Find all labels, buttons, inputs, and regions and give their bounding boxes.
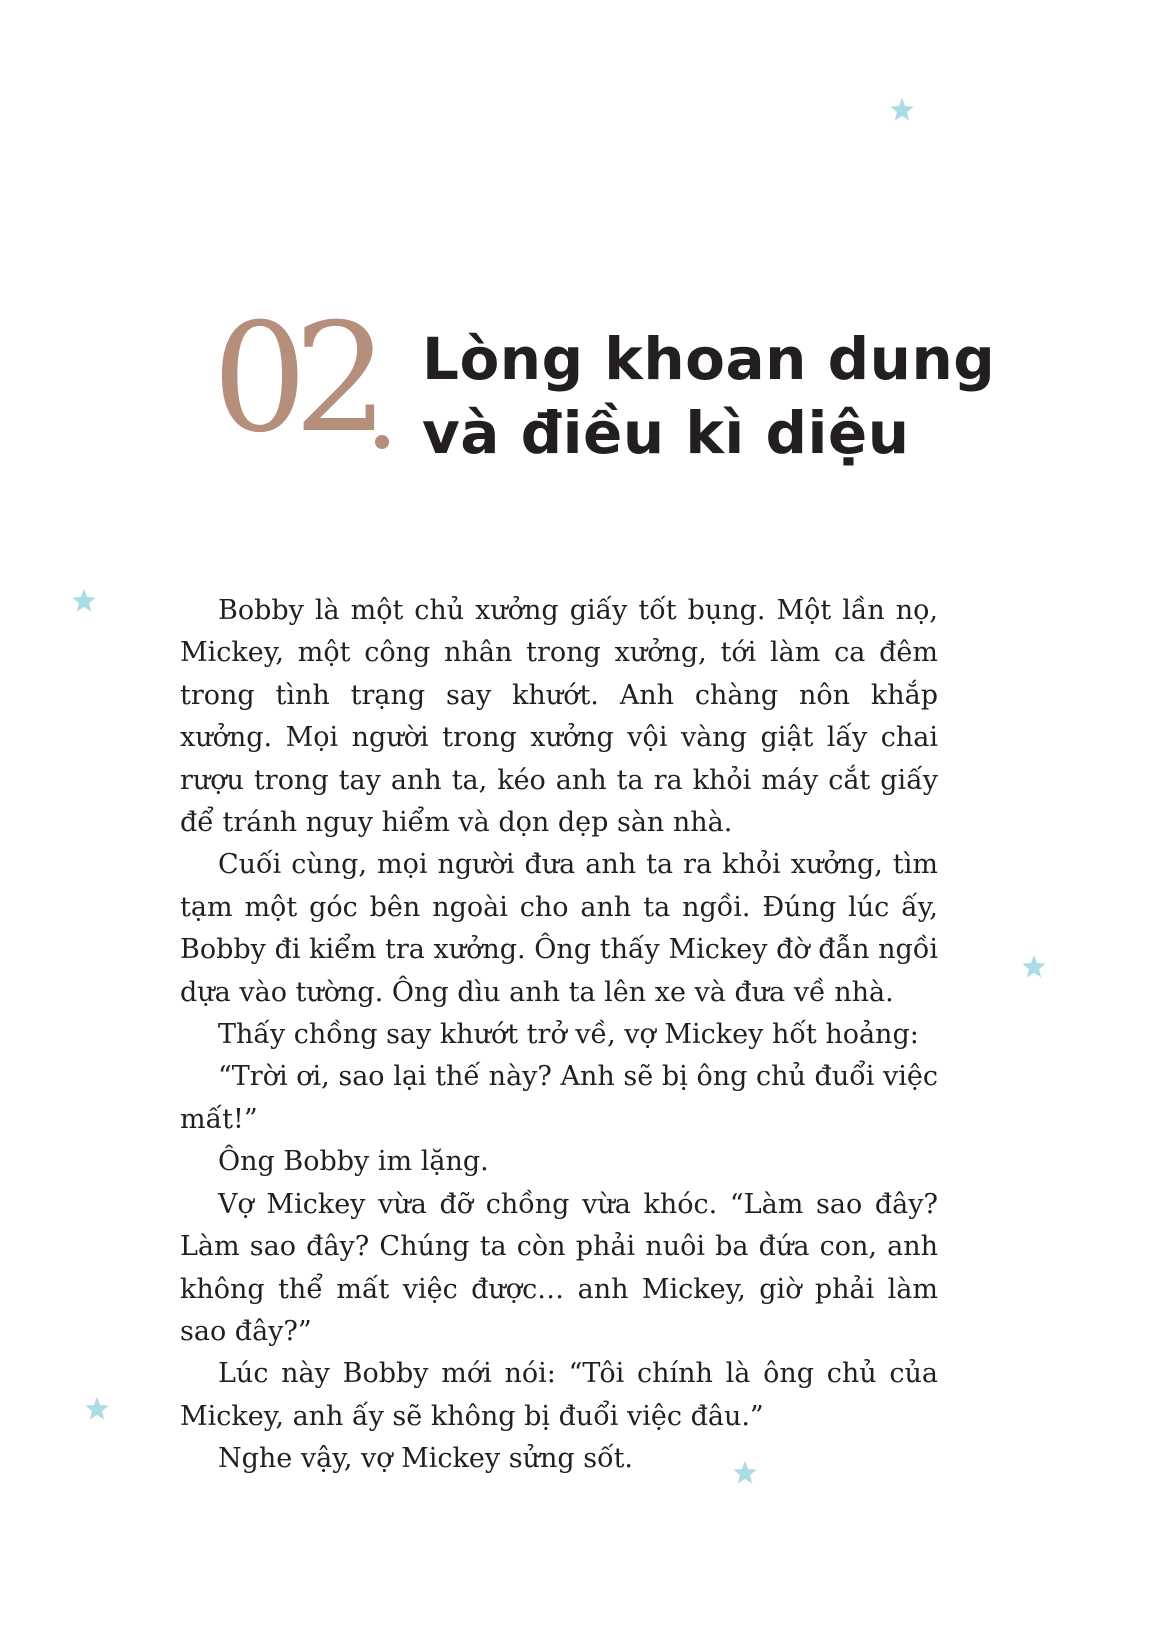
paragraph: Lúc này Bobby mới nói: “Tôi chính là ông chủ của Mickey, anh ấy sẽ không bị đuổi việc đâu.” — [180, 1358, 938, 1432]
paragraph: Nghe vậy, vợ Mickey sửng sốt. — [218, 1443, 634, 1475]
paragraph: “Trời ơi, sao lại thế này? Anh sẽ bị ông chủ đuổi việc mất!” — [180, 1061, 938, 1135]
star-icon — [83, 1395, 111, 1423]
paragraph: Cuối cùng, mọi người đưa anh ta ra khỏi xưởng, tìm tạm một góc bên ngoài cho anh ta ngồi. Đúng lúc ấy, Bobby đi kiểm tra xưởng. Ông thấy Mickey đờ đẫn ngồi dựa vào tường. Ông dìu anh ta lên xe và đưa về nhà. — [180, 849, 938, 1008]
chapter-number: 02 — [212, 292, 375, 466]
chapter-number-dot — [375, 435, 389, 449]
paragraph: Thấy chồng say khướt trở về, vợ Mickey hốt hoảng: — [218, 1019, 919, 1051]
paragraph: Vợ Mickey vừa đỡ chồng vừa khóc. “Làm sao đây? Làm sao đây? Chúng ta còn phải nuôi ba đứa con, anh không thể mất việc được… anh Mickey, giờ phải làm sao đây?” — [180, 1188, 938, 1347]
star-icon — [888, 96, 916, 124]
chapter-title — [422, 322, 995, 470]
chapter-body — [180, 590, 938, 1481]
star-icon — [1020, 953, 1048, 981]
chapter-title-line-1: Lòng khoan dung — [422, 325, 996, 393]
paragraph: Ông Bobby im lặng. — [218, 1146, 489, 1178]
paragraph: Bobby là một chủ xưởng giấy tốt bụng. Một lần nọ, Mickey, một công nhân trong xưởng, tới làm ca đêm trong tình trạng say khướt. Anh chàng nôn khắp xưởng. Mọi người trong xưởng vội vàng giật lấy chai rượu trong tay anh ta, kéo anh ta ra khỏi máy cắt giấy để tránh nguy hiểm và dọn dẹp sàn nhà. — [180, 595, 938, 839]
chapter-header — [212, 292, 1012, 482]
chapter-title-line-2: và điều kì diệu — [422, 399, 910, 467]
star-icon — [70, 587, 98, 615]
